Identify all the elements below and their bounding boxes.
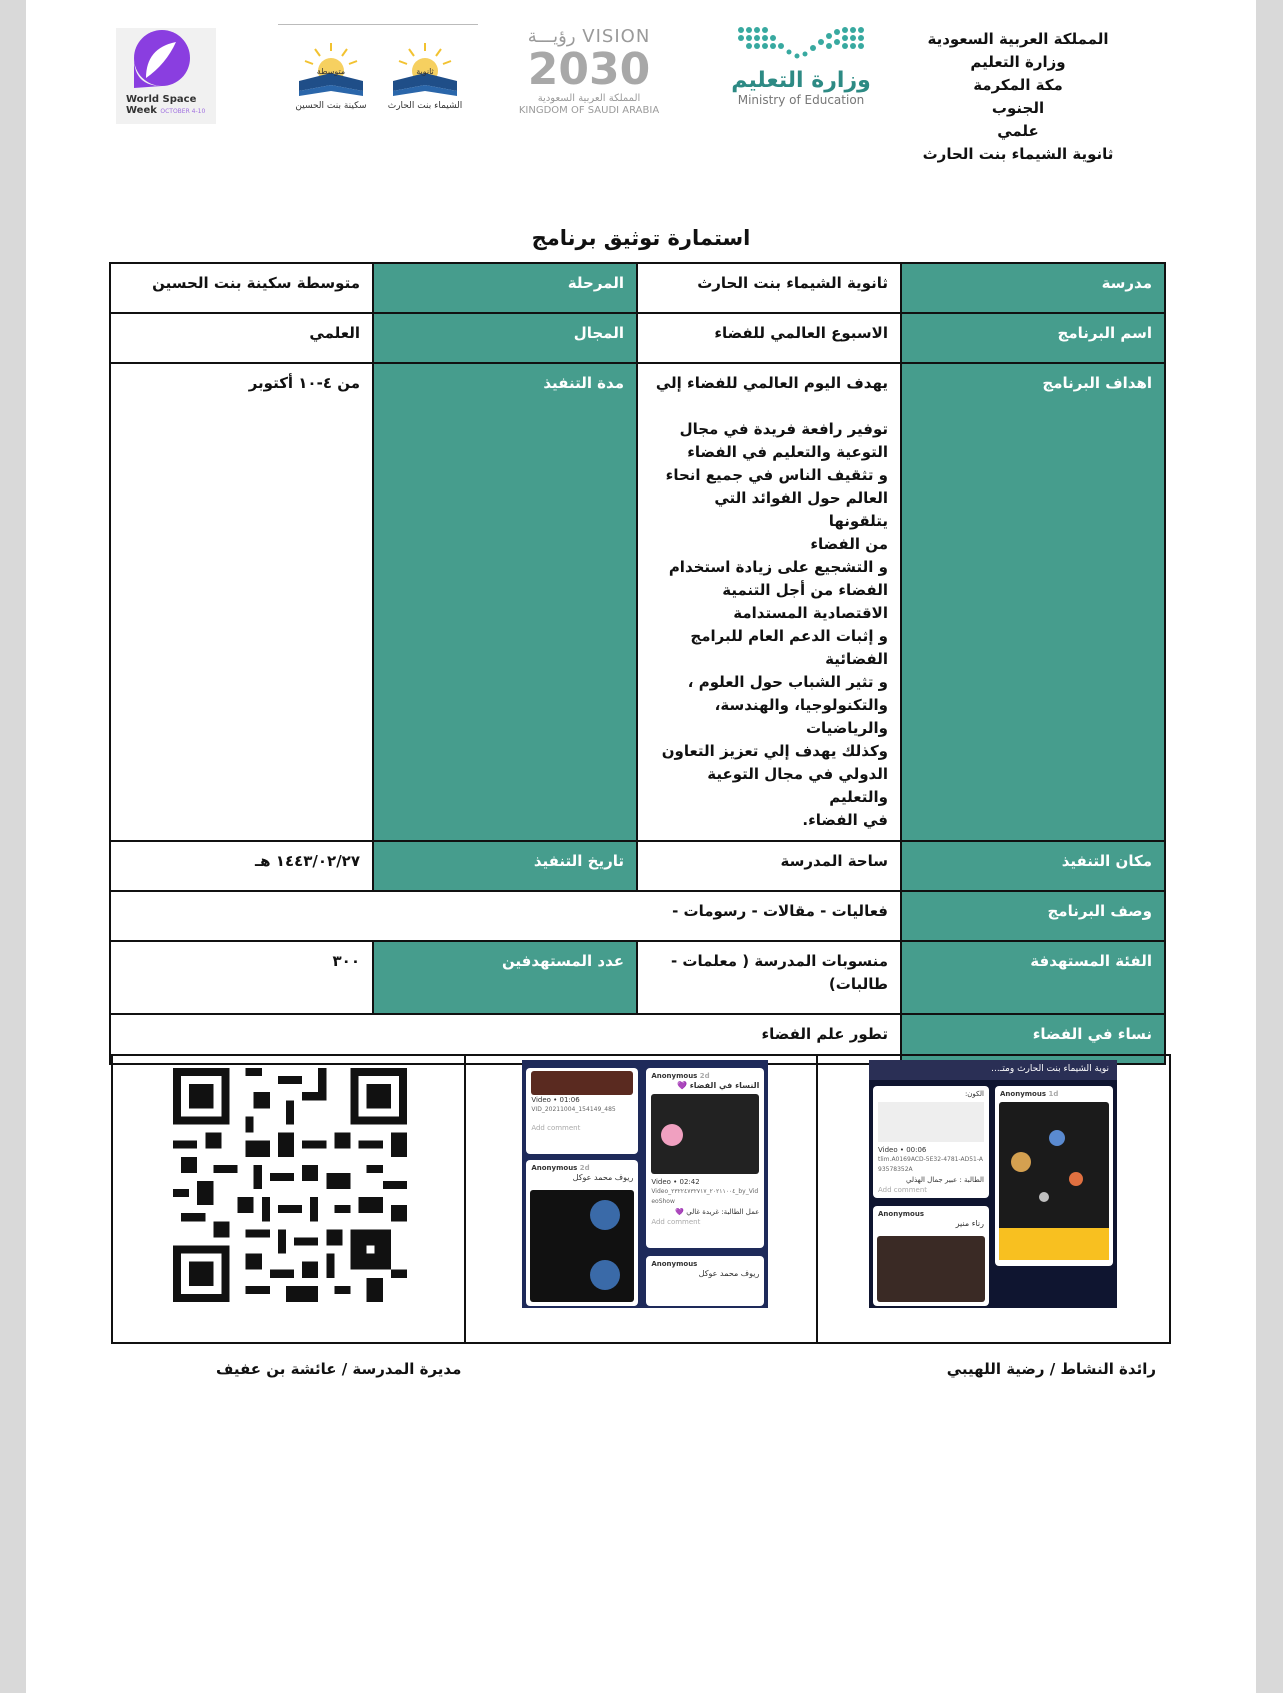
planet-icon: [1011, 1152, 1031, 1172]
post-author-name: ريوف محمد عوكل: [698, 1269, 760, 1278]
table-row: [110, 841, 1165, 891]
padlet-screenshot-middle: [522, 1060, 768, 1308]
ministry-line: مكة المكرمة: [973, 76, 1063, 94]
post-card: [995, 1086, 1113, 1266]
qr-code-icon: [173, 1068, 407, 1302]
planet-icon: [1049, 1130, 1065, 1146]
photo-cell-left: [113, 1056, 464, 1342]
target-group-label: الفئة المستهدفة: [901, 941, 1165, 1014]
badge-text: متوسطة: [316, 67, 346, 76]
padlet-screenshot-right: [869, 1060, 1117, 1308]
ministry-of-education-logo: [696, 22, 906, 132]
post-user: Anonymous: [651, 1260, 698, 1268]
ministry-text-block: [908, 28, 1128, 166]
student-name: عمل الطالبة: غريدة غالي 💜: [675, 1208, 760, 1216]
description-value: فعاليات - مقالات - رسومات -: [110, 891, 901, 941]
photo-cell-middle: [464, 1056, 817, 1342]
table-row: [110, 313, 1165, 363]
add-comment-link[interactable]: Add comment: [878, 1186, 928, 1194]
file-name: VID_20211004_154149_485: [531, 1106, 616, 1113]
planet-icon: [1039, 1192, 1049, 1202]
add-comment-link[interactable]: Add comment: [651, 1218, 701, 1226]
ministry-line: علمي: [997, 122, 1039, 140]
field-value: العلمي: [110, 313, 373, 363]
planet-icon: [1069, 1172, 1083, 1186]
table-row: [110, 263, 1165, 313]
post-card: [526, 1068, 638, 1154]
goals-label: اهداف البرنامج: [901, 363, 1165, 841]
program-name-label: اسم البرنامج: [901, 313, 1165, 363]
video-label: Video • 01:06: [531, 1096, 580, 1104]
wsw-title-line2: Week: [126, 105, 157, 116]
world-space-week-logo: [116, 28, 216, 124]
description-label: وصف البرنامج: [901, 891, 1165, 941]
place-value: ساحة المدرسة: [637, 841, 901, 891]
student-name: الطالبة : عبير جمال الهذلي: [905, 1176, 984, 1184]
vision-english: KINGDOM OF SAUDI ARABIA: [518, 105, 660, 116]
badge-text: ثانوية: [416, 67, 434, 76]
ministry-line: وزارة التعليم: [970, 53, 1066, 71]
activity-leader-signature: رائدة النشاط / رضية اللهيبي: [946, 1360, 1156, 1378]
goals-value: [637, 363, 901, 841]
wsw-dates: OCTOBER 4-10: [160, 108, 206, 115]
post-text: الكون:: [964, 1090, 984, 1098]
women-in-space-image: [651, 1094, 759, 1174]
women-in-space-label: نساء في الفضاء: [901, 1014, 1165, 1064]
post-user: Anonymous 1d: [1000, 1090, 1059, 1098]
solar-system-image: [999, 1102, 1109, 1260]
vision-top-text: VISION رؤيـــة: [527, 26, 651, 47]
moe-dots-icon: [731, 22, 871, 66]
post-author-name: ريوف محمد عوكل: [572, 1173, 634, 1182]
video-label: Video • 02:42: [651, 1178, 700, 1186]
post-user: Anonymous: [878, 1210, 925, 1218]
stage-label: المرحلة: [373, 263, 637, 313]
sun-book-icon: [293, 41, 369, 99]
flower-icon: [661, 1124, 683, 1146]
wsw-title-line1: World Space: [126, 94, 197, 105]
space-image: [877, 1236, 985, 1302]
wsw-label: [126, 94, 205, 117]
program-name-value: الاسبوع العالمي للفضاء: [637, 313, 901, 363]
post-author-name: رناء منير: [955, 1219, 984, 1228]
video-thumbnail: [531, 1071, 633, 1095]
moe-logo-arabic: وزارة التعليم: [731, 68, 871, 93]
school-logo-caption: سكينة بنت الحسين: [295, 101, 367, 111]
secondary-school-logo: [380, 41, 470, 121]
stage-value: متوسطة سكينة بنت الحسين: [110, 263, 373, 313]
post-title: النساء في الفضاء 💜: [676, 1081, 760, 1090]
duration-label: مدة التنفيذ: [373, 363, 637, 841]
school-label: مدرسة: [901, 263, 1165, 313]
document-page: [26, 0, 1256, 1693]
fascinating-facts-banner: [999, 1228, 1109, 1260]
duration-value: من ٤-١٠ أكتوبر: [110, 363, 373, 841]
ministry-line: الجنوب: [991, 99, 1045, 117]
goals-body: توفير رافعة فريدة في مجال التوعية والتعليم في الفضاء و تثقيف الناس في جميع انحاء العالم حول الفوائد التي يتلقونها من الفضاء و التشجيع على زيادة استخدام الفضاء من أجل التنمية الاقتصادية المستدامة و إثبات الدعم العام للبرامج الفضائية و تثير الشباب حول العلوم ، والتكنولوجيا، والهندسة، والرياضيات وكذلك يهدف إلي تعزيز التعاون الدولي في مجال التوعية والتعليم في الفضاء.: [661, 420, 888, 829]
video-label: Video • 00:06: [878, 1146, 927, 1154]
table-row: [110, 941, 1165, 1014]
date-value: ١٤٤٣/٠٢/٢٧ هـ: [110, 841, 373, 891]
photo-cell-right: [816, 1056, 1169, 1342]
add-comment-link[interactable]: Add comment: [531, 1124, 581, 1132]
vision-number: 2030: [527, 44, 651, 95]
text-block: [878, 1102, 984, 1142]
file-name: Video_٢٠٢١١٠٠٤_٢٣٢٢٤٧٣٢٧١٧_by_VideoShow: [651, 1188, 759, 1205]
place-label: مكان التنفيذ: [901, 841, 1165, 891]
letterhead: [26, 0, 1256, 200]
post-card: [873, 1206, 989, 1306]
post-user: Anonymous 2d: [531, 1164, 590, 1172]
middle-school-logo: [286, 41, 376, 121]
principal-signature: مديرة المدرسة / عائشة بن عفيف: [216, 1360, 462, 1378]
program-form-table: [111, 262, 1166, 1065]
target-group-value: منسوبات المدرسة ( معلمات - طالبات): [637, 941, 901, 1014]
evidence-photos-row: [111, 1054, 1171, 1344]
table-row: [110, 363, 1165, 841]
school-value: ثانوية الشيماء بنت الحارث: [637, 263, 901, 313]
post-card: [873, 1086, 989, 1198]
field-label: المجال: [373, 313, 637, 363]
post-user: Anonymous 2d: [651, 1072, 710, 1080]
screenshot-top-bar: نوية الشيماء بنت الحارث ومتـ...: [869, 1060, 1117, 1080]
table-row: [110, 891, 1165, 941]
post-card: [646, 1256, 764, 1306]
vision-2030-logo: [504, 26, 674, 126]
moe-logo-english: Ministry of Education: [737, 93, 865, 107]
file-name: tlim.A0169ACD-5E32-4781-AD51-A93578352A: [878, 1156, 983, 1173]
earth-icon: [590, 1260, 620, 1290]
post-card: [526, 1160, 638, 1306]
post-card: [646, 1068, 764, 1248]
goals-intro: يهدف اليوم العالمي للفضاء إلي: [655, 374, 888, 392]
school-logos: [278, 24, 478, 124]
space-week-emblem-icon: [126, 28, 196, 94]
earth-image: [530, 1190, 634, 1302]
school-logo-caption: الشيماء بنت الحارث: [387, 101, 463, 111]
earth-icon: [590, 1200, 620, 1230]
sun-book-icon: [387, 41, 463, 99]
ministry-line: المملكة العربية السعودية: [927, 30, 1109, 48]
ministry-line: ثانوية الشيماء بنت الحارث: [922, 145, 1114, 163]
beneficiaries-count-value: ٣٠٠: [110, 941, 373, 1014]
women-in-space-value: تطور علم الفضاء: [110, 1014, 901, 1064]
vision-arabic: المملكة العربية السعودية: [537, 93, 641, 104]
date-label: تاريخ التنفيذ: [373, 841, 637, 891]
beneficiaries-count-label: عدد المستهدفين: [373, 941, 637, 1014]
document-title: استمارة توثيق برنامج: [531, 226, 751, 250]
